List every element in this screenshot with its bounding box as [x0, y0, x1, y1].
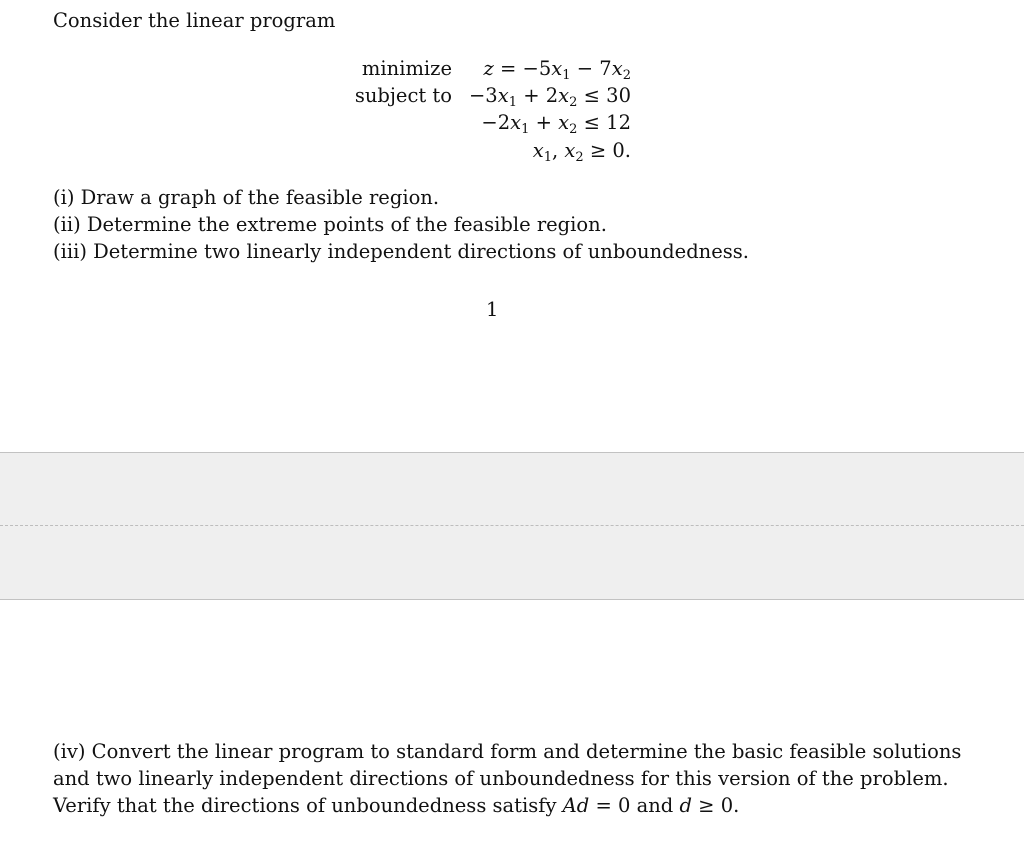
constraint-2-c1: −2 — [481, 111, 511, 134]
nonneg-comma: , — [551, 139, 565, 162]
part-iv-geq0: ≥ 0. — [691, 794, 740, 817]
objective-sub2: 2 — [622, 68, 631, 83]
page-break-divider — [0, 525, 1024, 526]
part-iv-line-3-pre: Verify that the directions of unboundedness satisfy — [53, 794, 563, 817]
nonneg-sub1: 1 — [543, 150, 552, 165]
subject-to-label: subject to — [354, 84, 452, 107]
part-iv-line-2: and two linearly independent directions of unboundedness for this version of the problem. — [53, 767, 949, 790]
nonneg-x1: x — [532, 139, 544, 162]
constraint-1-sub2: 2 — [569, 95, 578, 110]
part-iv-line-1: (iv) Convert the linear program to standard form and determine the basic feasible solutions — [53, 740, 962, 763]
constraint-1-c1: −3 — [468, 84, 498, 107]
nonneg-sub2: 2 — [575, 150, 584, 165]
constraint-1-rhs: ≤ 30 — [577, 84, 631, 107]
constraint-1-c2: + 2 — [517, 84, 559, 107]
nonneg-x2: x — [564, 139, 576, 162]
part-i: (i) Draw a graph of the feasible region. — [53, 186, 440, 209]
minimize-label: minimize — [361, 57, 452, 80]
part-iv-Ad: Ad — [562, 794, 590, 817]
part-iv-line-3 — [53, 792, 961, 819]
page-gap — [0, 452, 1024, 600]
constraint-1-x1: x — [497, 84, 509, 107]
objective-sub1: 1 — [562, 68, 571, 83]
part-iv-d: d — [679, 794, 692, 817]
constraint-2-x2: x — [558, 111, 570, 134]
objective-z: z — [483, 57, 494, 80]
objective-x1: x — [551, 57, 563, 80]
constraint-2-sub1: 1 — [521, 122, 530, 137]
constraint-1-sub1: 1 — [508, 95, 517, 110]
constraint-2-rhs: ≤ 12 — [577, 111, 631, 134]
nonnegativity-constraint — [458, 137, 631, 171]
part-iii: (iii) Determine two linearly independent directions of unboundedness. — [53, 240, 749, 263]
constraint-2-x1: x — [510, 111, 522, 134]
constraint-2-sub2: 2 — [569, 122, 578, 137]
question-parts — [53, 184, 749, 265]
objective-eq: = −5 — [493, 57, 552, 80]
part-iv-eq0: = 0 and — [589, 794, 680, 817]
objective-mid: − 7 — [570, 57, 612, 80]
part-iv — [53, 738, 961, 819]
nonneg-rhs: ≥ 0. — [583, 139, 631, 162]
intro-text: Consider the linear program — [53, 9, 336, 32]
objective-x2: x — [611, 57, 623, 80]
constraint-1-x2: x — [558, 84, 570, 107]
constraint-2-c2: + — [529, 111, 559, 134]
part-ii: (ii) Determine the extreme points of the feasible region. — [53, 213, 607, 236]
page-number: 1 — [486, 298, 499, 321]
